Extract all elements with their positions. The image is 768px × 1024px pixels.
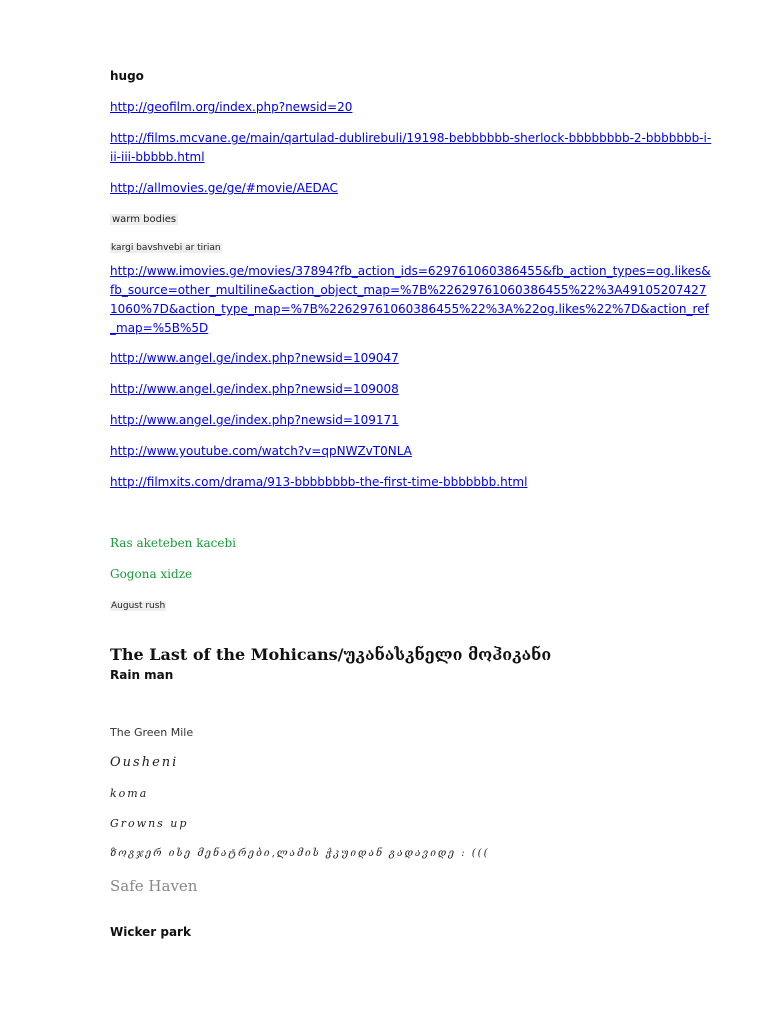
title-ousheni: Ousheni xyxy=(110,755,179,770)
note-august-rush-wrap xyxy=(110,595,166,613)
note-warm-bodies-wrap xyxy=(110,209,178,227)
link-imovies[interactable]: http://www.imovies.ge/movies/37894?fb_action_ids=629761060386455&fb_action_types=og.likes&fb_source=other_multiline&action_object_map=%7B%22629761060386455%22%3A491052074271060%7D&action_type_map=%7B%22629761060386455%22%3A%22og.likes%22%7D&action_ref_map=%5B%5D xyxy=(110,264,711,335)
link-geofilm[interactable]: http://geofilm.org/index.php?newsid=20 xyxy=(110,100,353,114)
link-filmxits[interactable]: http://filmxits.com/drama/913-bbbbbbbb-the-first-time-bbbbbbb.html xyxy=(110,475,528,489)
title-green-mile: The Green Mile xyxy=(110,726,194,739)
link-angel-109171[interactable]: http://www.angel.ge/index.php?newsid=109171 xyxy=(110,413,399,427)
note-kargi-bavshvebi: kargi bavshvebi ar tirian xyxy=(111,243,221,253)
quote-georgian: ზოგჯერ ისე მენატრები,ლამის ჭკუიდან გადავიდე : ((( xyxy=(110,848,490,859)
link-allmovies[interactable]: http://allmovies.ge/ge/#movie/AEDAC xyxy=(110,181,338,195)
title-rain-man: Rain man xyxy=(110,668,174,682)
link-youtube[interactable]: http://www.youtube.com/watch?v=qpNWZvT0NLA xyxy=(110,444,412,458)
title-safe-haven: Safe Haven xyxy=(110,877,198,895)
note-warm-bodies: warm bodies xyxy=(112,214,177,225)
link-angel-109008[interactable]: http://www.angel.ge/index.php?newsid=109008 xyxy=(110,382,399,396)
note-kargi-wrap xyxy=(110,237,222,255)
note-ras-aketeben-kacebi: Ras aketeben kacebi xyxy=(110,536,236,550)
link-angel-109047[interactable]: http://www.angel.ge/index.php?newsid=109047 xyxy=(110,351,399,365)
title-koma: koma xyxy=(110,787,149,800)
title-growns-up: Growns up xyxy=(110,817,189,830)
title-wicker-park: Wicker park xyxy=(110,925,191,939)
title-hugo: hugo xyxy=(110,69,144,83)
note-gogona-xidze: Gogona xidze xyxy=(110,567,193,581)
heading-last-of-the-mohicans: The Last of the Mohicans/უკანასკნელი მოჰიკანი xyxy=(110,645,552,664)
link-films-mcvane[interactable]: http://films.mcvane.ge/main/qartulad-dublirebuli/19198-bebbbbbb-sherlock-bbbbbbbb-2-bbbbbbb-i-ii-iii-bbbbb.html xyxy=(110,131,712,164)
note-august-rush: August rush xyxy=(111,601,166,611)
